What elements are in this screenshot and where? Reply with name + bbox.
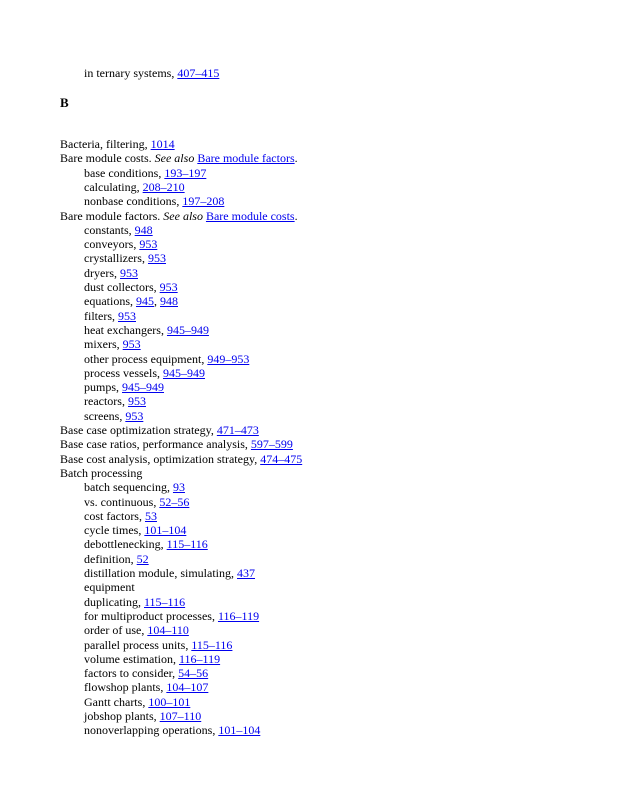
entry-text: batch sequencing (84, 480, 167, 495)
entry-text: volume estimation (84, 651, 173, 666)
entry-text: conveyors (84, 237, 134, 252)
page-link[interactable]: 52 (136, 551, 149, 566)
page-link[interactable]: 953 (147, 251, 166, 266)
index-subentry: conveyors, 953 (84, 237, 158, 252)
index-subentry: pumps, 945–949 (84, 380, 165, 395)
page-link[interactable]: 93 (172, 480, 185, 495)
entry-text: cost factors (84, 508, 139, 523)
entry-text: reactors (84, 394, 122, 409)
index-subentry: batch sequencing, 93 (84, 480, 185, 495)
index-subentry: heat exchangers, 945–949 (84, 322, 209, 337)
page-link[interactable]: 407–415 (177, 66, 220, 80)
page-link[interactable]: 953 (159, 280, 178, 294)
entry-text: in ternary systems (84, 66, 172, 80)
entry-text: other process equipment (84, 351, 202, 366)
entry-text: dryers (84, 265, 114, 280)
index-subentry (84, 580, 135, 594)
index-subentry: factors to consider, 54–56 (84, 666, 209, 681)
cross-reference-link[interactable]: Bare module factors (197, 151, 295, 166)
index-subentry: definition, 52 (84, 551, 149, 566)
entry-text: crystallizers (84, 251, 142, 266)
page-link[interactable]: 53 (144, 508, 157, 523)
intro-entry: in ternary systems, 407–415 (84, 66, 220, 80)
page-link[interactable]: 115–116 (191, 637, 233, 652)
index-subentry: debottlenecking, 115–116 (84, 537, 208, 552)
page-link[interactable]: 597–599 (250, 437, 293, 452)
entry-text: Gantt charts (84, 694, 143, 709)
index-subentry: other process equipment, 949–953 (84, 351, 250, 366)
index-subentry: mixers, 953 (84, 337, 141, 352)
page-link[interactable]: 948 (160, 294, 178, 309)
entry-text: cycle times (84, 523, 139, 538)
page-link[interactable]: 193–197 (164, 165, 207, 180)
entry-text: vs. continuous (84, 494, 154, 509)
entry-text: nonbase conditions (84, 194, 177, 209)
index-entry (60, 466, 142, 480)
index-subentry: distillation module, simulating, 437 (84, 566, 255, 580)
entry-text: mixers (84, 337, 117, 352)
page-link[interactable]: 208–210 (142, 179, 185, 194)
entry-text: dust collectors (84, 280, 154, 294)
entry-text: distillation module, simulating (84, 566, 231, 580)
index-subentry: vs. continuous, 52–56 (84, 494, 190, 509)
page-link[interactable]: 953 (122, 337, 141, 352)
entry-text: debottlenecking (84, 537, 161, 552)
page-link[interactable]: 104–107 (166, 680, 209, 695)
page-link[interactable]: 949–953 (207, 351, 250, 366)
page-link[interactable]: 474–475 (260, 451, 303, 466)
entry-text: Base case ratios, performance analysis (60, 437, 245, 452)
page-link[interactable]: 116–119 (179, 651, 221, 666)
page-link[interactable]: 953 (125, 408, 144, 423)
page-link[interactable]: 948 (134, 222, 153, 237)
entry-text: definition (84, 551, 131, 566)
index-subentry: crystallizers, 953 (84, 251, 166, 266)
entry-text: calculating (84, 179, 137, 194)
index-subentry: calculating, 208–210 (84, 179, 185, 194)
entry-text: parallel process units (84, 637, 186, 652)
page-link[interactable]: 100–101 (148, 694, 191, 709)
index-subentry: jobshop plants, 107–110 (84, 709, 202, 723)
entry-text: screens (84, 408, 120, 423)
entry-text: Base cost analysis, optimization strategy (60, 451, 255, 466)
index-subentry: reactors, 953 (84, 394, 146, 409)
page-link[interactable]: 116–119 (217, 608, 260, 623)
index-subentry: dust collectors, 953 (84, 280, 178, 294)
page-link[interactable]: 115–116 (144, 594, 186, 609)
entry-text: equipment (84, 580, 135, 595)
index-entry: Base case ratios, performance analysis, 597–599 (60, 437, 293, 452)
entry-text: Bare module factors. (60, 208, 161, 223)
index-entry: Base cost analysis, optimization strategy, 474–475 (60, 451, 303, 466)
index-subentry: nonoverlapping operations, 101–104 (84, 723, 261, 738)
index-subentry: constants, 948 (84, 222, 153, 237)
page-link[interactable]: 945–949 (122, 380, 165, 395)
index-subentry: cycle times, 101–104 (84, 523, 187, 538)
page-link[interactable]: 115–116 (166, 537, 208, 552)
index-subentry: duplicating, 115–116 (84, 594, 186, 609)
entry-text: base conditions (84, 165, 159, 180)
page-link[interactable]: 101–104 (144, 523, 187, 538)
page-link[interactable]: 54–56 (178, 666, 209, 681)
page-link[interactable]: 104–110 (147, 623, 189, 638)
page-link[interactable]: 471–473 (216, 423, 259, 437)
entry-text: Bare module costs. (60, 151, 152, 166)
entry-text: filters (84, 308, 112, 323)
entry-text: process vessels (84, 365, 157, 380)
page-link[interactable]: 197–208 (182, 194, 225, 209)
entry-text: duplicating (84, 594, 138, 609)
index-subentry: parallel process units, 115–116 (84, 637, 233, 652)
page-link[interactable]: 953 (127, 394, 146, 409)
entry-text: equations (84, 294, 130, 309)
entry-text: order of use (84, 623, 142, 638)
index-subentry: filters, 953 (84, 308, 136, 323)
index-subentry: base conditions, 193–197 (84, 165, 207, 180)
index-subentry: process vessels, 945–949 (84, 365, 205, 380)
index-subentry: screens, 953 (84, 408, 144, 423)
entry-text: Bacteria, filtering (60, 137, 145, 151)
page-link[interactable]: 437 (237, 566, 255, 580)
page-link[interactable]: 945 (136, 294, 154, 309)
entry-text: factors to consider (84, 666, 173, 681)
page-link[interactable]: 953 (118, 308, 136, 323)
page-link[interactable]: 953 (120, 265, 138, 280)
index-subentry: for multiproduct processes, 116–119 (84, 608, 260, 623)
entry-text: for multiproduct processes (84, 608, 212, 623)
entry-text: constants (84, 222, 129, 237)
index-subentry: Gantt charts, 100–101 (84, 694, 191, 709)
see-also-label: See also (163, 208, 203, 223)
index-subentry: dryers, 953 (84, 265, 138, 280)
index-entry: Base case optimization strategy, 471–473 (60, 423, 259, 437)
entry-text: jobshop plants (84, 709, 154, 723)
index-subentry: order of use, 104–110 (84, 623, 189, 638)
page-link[interactable]: 953 (139, 237, 158, 252)
page-link[interactable]: 1014 (150, 137, 175, 151)
index-entry: Bare module factors. See also Bare module costs. (60, 208, 298, 223)
page-link[interactable]: 945–949 (162, 365, 205, 380)
index-entry: Bare module costs. See also Bare module factors. (60, 151, 298, 166)
page-link[interactable]: 945–949 (166, 322, 209, 337)
section-letter: B (60, 95, 69, 110)
entry-text: pumps (84, 380, 117, 395)
entry-text: Base case optimization strategy (60, 423, 211, 437)
page-link[interactable]: 52–56 (159, 494, 190, 509)
index-entry: Bacteria, filtering, 1014 (60, 137, 175, 151)
page-link[interactable]: 107–110 (159, 709, 202, 723)
index-subentry: volume estimation, 116–119 (84, 651, 221, 666)
page-link[interactable]: 101–104 (218, 723, 261, 738)
index-subentry: cost factors, 53 (84, 508, 157, 523)
entry-text: nonoverlapping operations (84, 723, 213, 738)
index-subentry: flowshop plants, 104–107 (84, 680, 209, 695)
index-subentry: equations, 945, 948 (84, 294, 178, 309)
cross-reference-link[interactable]: Bare module costs (205, 208, 295, 223)
entry-text: heat exchangers (84, 322, 161, 337)
entry-text: Batch processing (60, 465, 143, 480)
index-subentry: nonbase conditions, 197–208 (84, 194, 225, 209)
see-also-label: See also (154, 151, 195, 166)
entry-text: flowshop plants (84, 680, 161, 695)
